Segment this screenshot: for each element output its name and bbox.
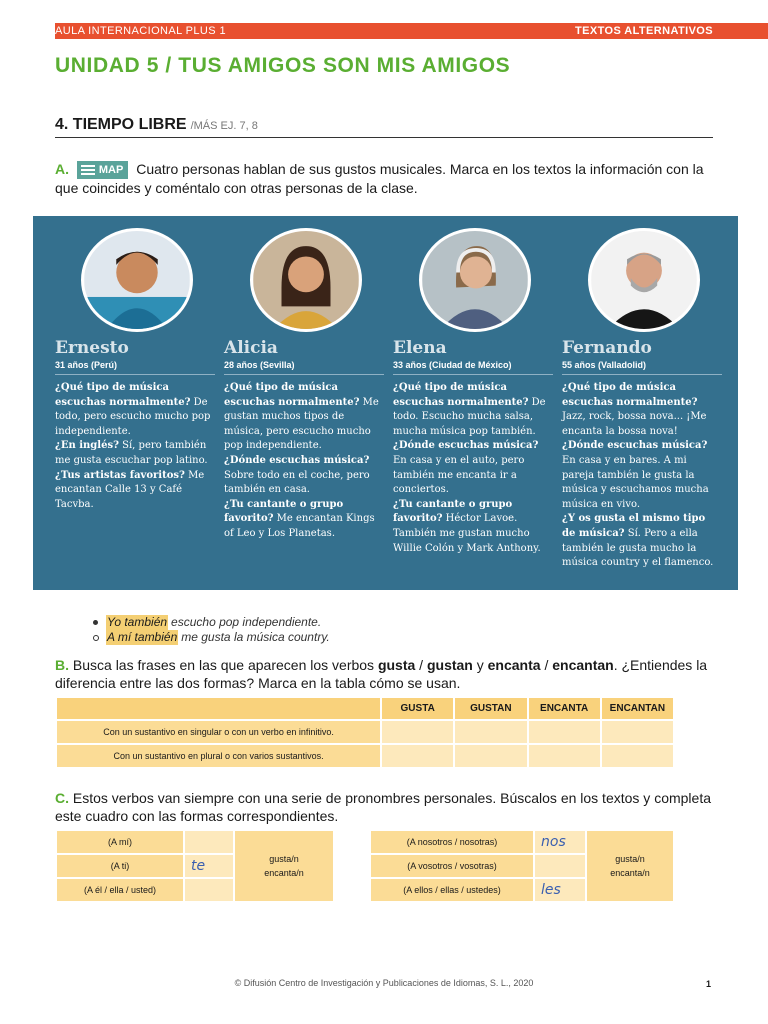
header-bar — [55, 23, 768, 39]
section-subtitle: /MÁS EJ. 7, 8 — [190, 120, 258, 132]
answer-cell[interactable] — [535, 855, 585, 877]
answer-cell[interactable] — [382, 745, 453, 767]
bullet-icon — [93, 635, 99, 641]
answer-cell[interactable] — [602, 721, 673, 743]
table-row — [57, 831, 333, 853]
part-c-text: Estos verbos van siempre con una serie de pronombres personales. Búscalos en los textos y completa este cuadro con las formas correspondientes. — [55, 790, 711, 824]
unit-title: UNIDAD 5 / TUS AMIGOS SON MIS AMIGOS — [55, 54, 511, 77]
person-card-ernesto — [55, 228, 215, 512]
row-label: (A él / ella / usted) — [57, 879, 183, 901]
section-heading — [55, 116, 713, 138]
avatar — [250, 228, 362, 332]
person-text: ¿Qué tipo de música escuchas normalmente? De todo. Escucho mucha salsa, mucha música pop también. ¿Dónde escuchas música? En casa y en el auto, pero también me encanta ir a conciertos. ¿Tu cantante o grupo favorito? Héctor Lavoe. También me gustan mucho Willie Colón y Mark Anthony. — [393, 382, 546, 554]
verb-cell: gusta/n encanta/n — [235, 831, 333, 901]
row-label: Con un sustantivo en singular o con un verbo en infinitivo. — [57, 721, 380, 743]
people-panel — [33, 216, 738, 590]
part-a-letter: A. — [55, 161, 69, 177]
pronoun-table-plural — [369, 829, 675, 903]
portrait-icon — [591, 231, 697, 329]
section-title: 4. TIEMPO LIBRE — [55, 116, 187, 133]
part-c-letter: C. — [55, 790, 69, 806]
person-age: 31 años (Perú) — [55, 360, 215, 375]
person-text: ¿Qué tipo de música escuchas normalmente? Jazz, rock, bossa nova... ¡Me encanta la bossa nova! ¿Dónde escuchas música? En casa y en bares. A mi pareja también le gusta la música y escuchamos mucha música en vivo. ¿Y os gusta el mismo tipo de música? Sí. Pero a ella también le gusta mucho la música country y el flamenco. — [562, 382, 714, 569]
row-label: (A ellos / ellas / ustedes) — [371, 879, 533, 901]
part-c-instructions — [55, 789, 715, 825]
avatar — [588, 228, 700, 332]
map-badge-label: MAP — [98, 164, 124, 176]
part-b-letter: B. — [55, 657, 69, 673]
part-a-text: Cuatro personas hablan de sus gustos musicales. Marca en los textos la información con la que coincides y coméntalo con otras personas de la clase. — [55, 161, 704, 196]
avatar — [81, 228, 193, 332]
answer-cell[interactable] — [455, 745, 526, 767]
example-list — [93, 615, 330, 645]
section-label: TEXTOS ALTERNATIVOS — [575, 25, 713, 37]
row-label: (A nosotros / nosotras) — [371, 831, 533, 853]
person-name: Fernando — [562, 338, 652, 358]
column-header: GUSTA — [382, 698, 453, 719]
example-text: escucho pop independiente. — [171, 615, 322, 629]
person-card-alicia — [224, 228, 384, 542]
book-title: AULA INTERNACIONAL PLUS 1 — [55, 25, 226, 37]
answer-cell[interactable] — [185, 831, 233, 853]
person-text: ¿Qué tipo de música escuchas normalmente? Me gustan muchos tipos de música, pero escucho mucho pop independiente. ¿Dónde escuchas música? Sobre todo en el coche, pero también en casa. ¿Tu cantante o grupo favorito? Me encantan Kings of Leo y Los Planetas. — [224, 382, 379, 539]
list-item — [93, 615, 330, 630]
table-row — [57, 721, 673, 743]
verb-cell: gusta/n encanta/n — [587, 831, 673, 901]
column-header: GUSTAN — [455, 698, 526, 719]
answer-cell[interactable] — [185, 879, 233, 901]
pronoun-table-singular — [55, 829, 335, 903]
person-name: Alicia — [224, 338, 278, 358]
person-text: ¿Qué tipo de música escuchas normalmente? De todo, pero escucho mucho pop independiente. ¿En inglés? Sí, pero también me gusta escuchar pop latino. ¿Tus artistas favoritos? Me encantan Calle 13 y Café Tacvba. — [55, 382, 211, 510]
bullet-icon — [93, 620, 98, 625]
part-b-instructions: B. Busca las frases en las que aparecen los verbos gusta / gustan y encanta / encantan. ¿Entiendes la diferencia entre las dos formas? Marca en la tabla cómo se usan. — [55, 657, 708, 691]
highlighted-phrase: Yo también — [107, 615, 168, 629]
verb-usage-table — [55, 696, 675, 769]
person-card-elena — [393, 228, 553, 556]
answer-cell[interactable]: te — [185, 855, 233, 877]
answer-cell[interactable] — [529, 745, 600, 767]
portrait-icon — [253, 231, 359, 329]
map-badge[interactable] — [77, 161, 128, 179]
page-number: 1 — [706, 979, 712, 989]
person-age: 28 años (Sevilla) — [224, 360, 384, 375]
column-header: ENCANTA — [529, 698, 600, 719]
row-label: (A mí) — [57, 831, 183, 853]
answer-cell[interactable] — [602, 745, 673, 767]
portrait-icon — [84, 231, 190, 329]
row-label: (A ti) — [57, 855, 183, 877]
person-name: Ernesto — [55, 338, 129, 358]
avatar — [419, 228, 531, 332]
table-row — [57, 745, 673, 767]
person-name: Elena — [393, 338, 447, 358]
row-label: Con un sustantivo en plural o con varios sustantivos. — [57, 745, 380, 767]
person-card-fernando — [562, 228, 722, 571]
part-a-instructions — [55, 160, 715, 197]
row-label: (A vosotros / vosotras) — [371, 855, 533, 877]
column-header: ENCANTAN — [602, 698, 673, 719]
answer-cell[interactable] — [529, 721, 600, 743]
person-age: 33 años (Ciudad de México) — [393, 360, 553, 375]
menu-icon — [81, 163, 95, 177]
highlighted-phrase: A mí también — [107, 630, 178, 644]
example-text: me gusta la música country. — [181, 630, 330, 644]
list-item — [93, 630, 330, 645]
person-age: 55 años (Valladolid) — [562, 360, 722, 375]
answer-cell[interactable] — [455, 721, 526, 743]
copyright-footer: © Difusión Centro de Investigación y Publicaciones de Idiomas, S. L., 2020 — [234, 978, 534, 988]
answer-cell[interactable]: les — [535, 879, 585, 901]
answer-cell[interactable]: nos — [535, 831, 585, 853]
answer-cell[interactable] — [382, 721, 453, 743]
portrait-icon — [422, 231, 528, 329]
table-row — [371, 831, 673, 853]
